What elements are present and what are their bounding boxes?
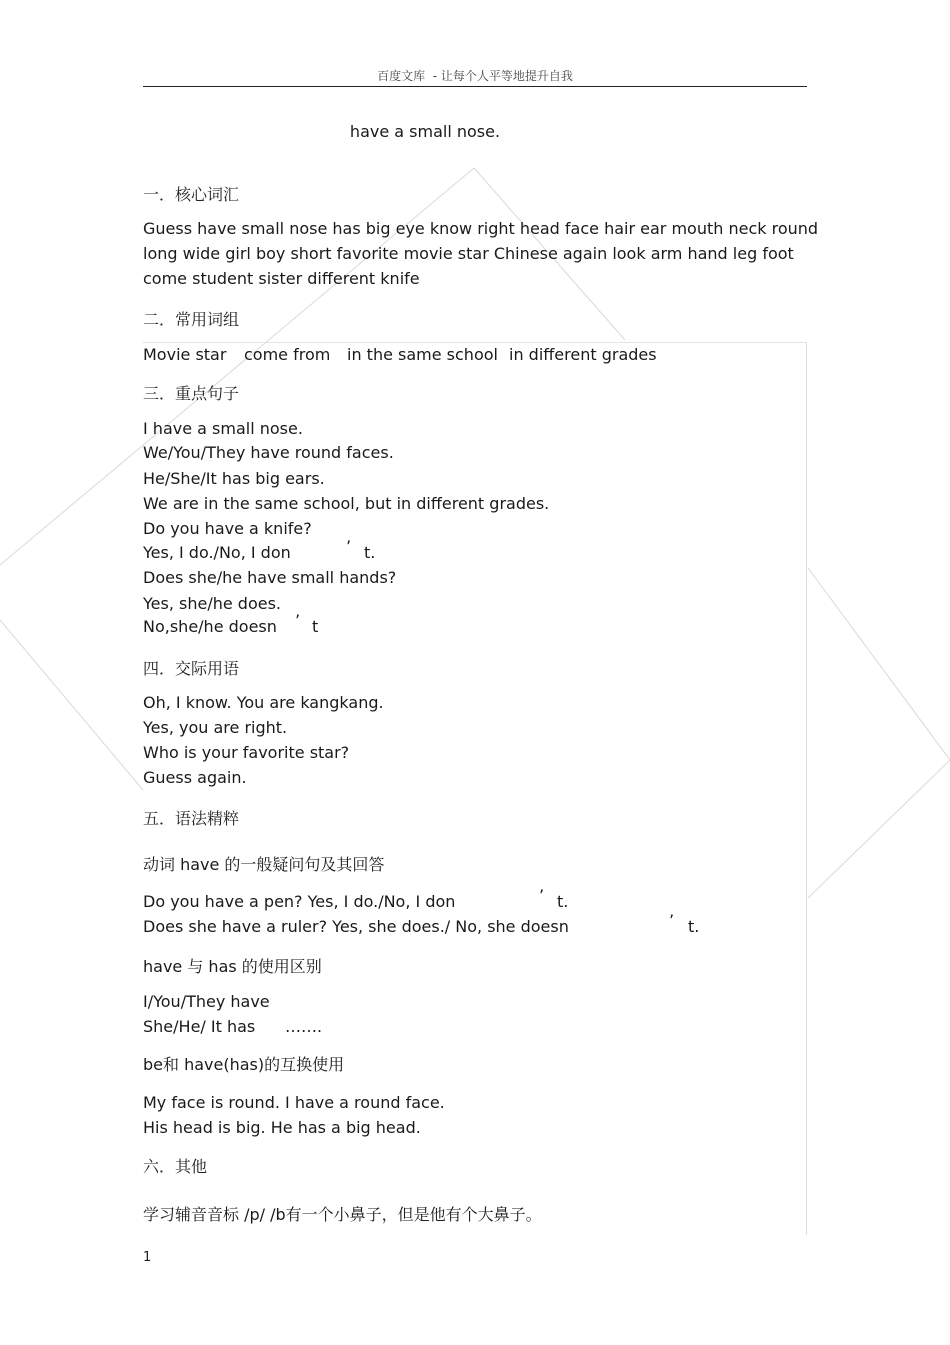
apostrophe-mark: ’ [539, 886, 545, 905]
sentence-line: Yes, I do./No, I don [143, 543, 291, 562]
grammar-example: I/You/They have [143, 992, 270, 1011]
apostrophe-mark: ’ [669, 911, 675, 930]
grammar-example: My face is round. I have a round face. [143, 1093, 445, 1112]
sentence-line: Do you have a knife? [143, 519, 312, 538]
section-heading-communication: 四．交际用语 [143, 659, 240, 678]
grammar-subheading: 动词 have 的一般疑问句及其回答 [143, 855, 385, 874]
grammar-example: Do you have a pen? Yes, I do./No, I don [143, 892, 456, 911]
header-rule [143, 86, 807, 87]
table-border-right [806, 342, 807, 1235]
section-heading-grammar: 五．语法精粹 [143, 809, 240, 828]
page-header: 百度文库 - 让每个人平等地提升自我 [377, 69, 573, 83]
sentence-line: I have a small nose. [143, 419, 303, 438]
ellipsis: ……. [285, 1017, 323, 1036]
sentence-line: No,she/he doesn [143, 617, 277, 636]
phrase-item: come from [244, 345, 331, 364]
vocab-line: long wide girl boy short favorite movie star Chinese again look arm hand leg foot [143, 244, 794, 263]
phrase-item: in the same school [347, 345, 498, 364]
apostrophe-tail: t. [688, 917, 700, 936]
grammar-example: Does she have a ruler? Yes, she does./ No, she doesn [143, 917, 569, 936]
apostrophe-mark: ’ [346, 537, 352, 556]
page-number: 1 [143, 1250, 152, 1265]
apostrophe-tail: t [312, 617, 319, 636]
sentence-line: We/You/They have round faces. [143, 443, 394, 462]
sentence-line: Yes, she/he does. [143, 594, 281, 613]
vocab-line: come student sister different knife [143, 269, 420, 288]
sentence-line: Does she/he have small hands? [143, 568, 397, 587]
grammar-example: She/He/ It has [143, 1017, 256, 1036]
section-heading-phrases: 二．常用词组 [143, 310, 240, 329]
vocab-line: Guess have small nose has big eye know right head face hair ear mouth neck round [143, 219, 819, 238]
document-title: have a small nose. [349, 122, 501, 141]
apostrophe-mark: ’ [295, 611, 301, 630]
dialog-line: Guess again. [143, 768, 247, 787]
phonetics-line: 学习辅音音标 /p/ /b有一个小鼻子，但是他有个大鼻子。 [143, 1205, 542, 1224]
sentence-line: We are in the same school, but in different grades. [143, 494, 550, 513]
grammar-subheading: be和 have(has)的互换使用 [143, 1055, 345, 1074]
dialog-line: Yes, you are right. [143, 718, 288, 737]
apostrophe-tail: t. [557, 892, 569, 911]
grammar-subheading: have 与 has 的使用区别 [143, 957, 322, 976]
section-heading-key-sentences: 三．重点句子 [143, 384, 240, 403]
sentence-line: He/She/It has big ears. [143, 469, 325, 488]
grammar-example: His head is big. He has a big head. [143, 1118, 421, 1137]
phrase-item: in different grades [509, 345, 657, 364]
section-heading-other: 六．其他 [143, 1157, 208, 1176]
apostrophe-tail: t. [364, 543, 376, 562]
dialog-line: Who is your favorite star? [143, 743, 350, 762]
section-heading-vocabulary: 一．核心词汇 [143, 185, 240, 204]
dialog-line: Oh, I know. You are kangkang. [143, 693, 384, 712]
phrase-item: Movie star [143, 345, 227, 364]
